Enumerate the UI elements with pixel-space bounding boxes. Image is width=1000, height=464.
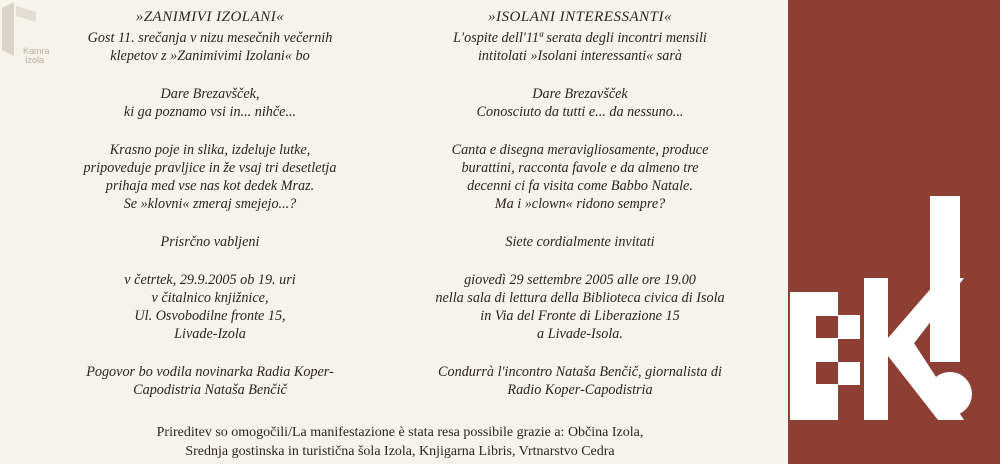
text-line: Radio Koper-Capodistria bbox=[507, 382, 653, 398]
slovene-when-where bbox=[40, 271, 380, 343]
slovene-title: »ZANIMIVI IZOLANI« bbox=[135, 9, 285, 25]
italian-when-where bbox=[400, 271, 760, 343]
italian-invite bbox=[400, 233, 760, 251]
slovene-host bbox=[40, 363, 380, 399]
text-line: nella sala di lettura della Biblioteca civica di Isola bbox=[435, 290, 725, 306]
text-line: Prisrčno vabljeni bbox=[160, 234, 260, 250]
italian-guest bbox=[400, 85, 760, 121]
text-line: Siete cordialmente invitati bbox=[505, 234, 655, 250]
text-line: intitolati »Isolani interessanti« sarà bbox=[477, 48, 683, 64]
text-line: ki ga poznamo vsi in... nihče... bbox=[123, 104, 297, 120]
text-line: Srednja gostinska in turistična šola Izola, Knjigarna Libris, Vrtnarstvo Cedra bbox=[185, 444, 615, 459]
slovene-guest bbox=[40, 85, 380, 121]
text-line: Krasno poje in slika, izdeluje lutke, bbox=[109, 142, 311, 158]
slovene-invite bbox=[40, 233, 380, 251]
text-line: Dare Brezavšček, bbox=[160, 86, 260, 102]
italian-title: »ISOLANI INTERESSANTI« bbox=[488, 9, 672, 25]
slovene-description bbox=[40, 141, 380, 213]
text-line: burattini, racconta favole e da almeno tre bbox=[461, 160, 699, 176]
sponsors-footer bbox=[40, 423, 760, 461]
text-line: Ul. Osvobodilne fronte 15, bbox=[134, 308, 286, 324]
text-line: Gost 11. srečanja v nizu mesečnih večernih bbox=[87, 30, 333, 46]
text-line: Dare Brezavšček bbox=[532, 86, 628, 102]
italian-column bbox=[400, 8, 760, 419]
text-line: Pogovor bo vodila novinarka Radia Koper- bbox=[86, 364, 334, 380]
text-line: a Livade-Isola. bbox=[537, 326, 623, 342]
text-line: Capodistria Nataša Benčič bbox=[133, 382, 287, 398]
text-line: klepetov z »Zanimivimi Izolani« bo bbox=[110, 48, 310, 64]
text-line: in Via del Fronte di Liberazione 15 bbox=[480, 308, 680, 324]
text-line: Prireditev so omogočili/La manifestazione è stata resa possibile grazie a: Občina Izola, bbox=[156, 425, 644, 440]
watermark-text-1: Kamra bbox=[23, 46, 50, 56]
text-line: giovedì 29 settembre 2005 alle ore 19.00 bbox=[464, 272, 696, 288]
italian-description bbox=[400, 141, 760, 213]
text-line: Se »klovni« zmeraj smejejo...? bbox=[123, 196, 297, 212]
text-line: Canta e disegna meravigliosamente, produce bbox=[451, 142, 709, 158]
slovene-intro bbox=[40, 29, 380, 65]
text-line: pripoveduje pravljice in že vsaj tri desetletja bbox=[83, 160, 337, 176]
text-line: Condurrà l'incontro Nataša Benčič, giornalista di bbox=[438, 364, 722, 380]
text-line: Conosciuto da tutti e... da nessuno... bbox=[476, 104, 684, 120]
text-line: v čitalnico knjižnice, bbox=[151, 290, 269, 306]
brand-side-panel bbox=[788, 0, 1000, 464]
italian-intro bbox=[400, 29, 760, 65]
text-line: decenni ci fa visita come Babbo Natale. bbox=[467, 178, 693, 194]
italian-host bbox=[400, 363, 760, 399]
text-line: v četrtek, 29.9.2005 ob 19. uri bbox=[124, 272, 296, 288]
text-line: Ma i »clown« ridono sempre? bbox=[494, 196, 666, 212]
watermark-text-2: Izola bbox=[25, 55, 45, 65]
text-line: L'ospite dell'11ª serata degli incontri mensili bbox=[453, 30, 707, 46]
library-kpi-logo-icon bbox=[788, 0, 1000, 464]
slovene-column bbox=[40, 8, 380, 419]
text-line: Livade-Izola bbox=[174, 326, 246, 342]
text-line: prihaja med vse nas kot dedek Mraz. bbox=[105, 178, 315, 194]
